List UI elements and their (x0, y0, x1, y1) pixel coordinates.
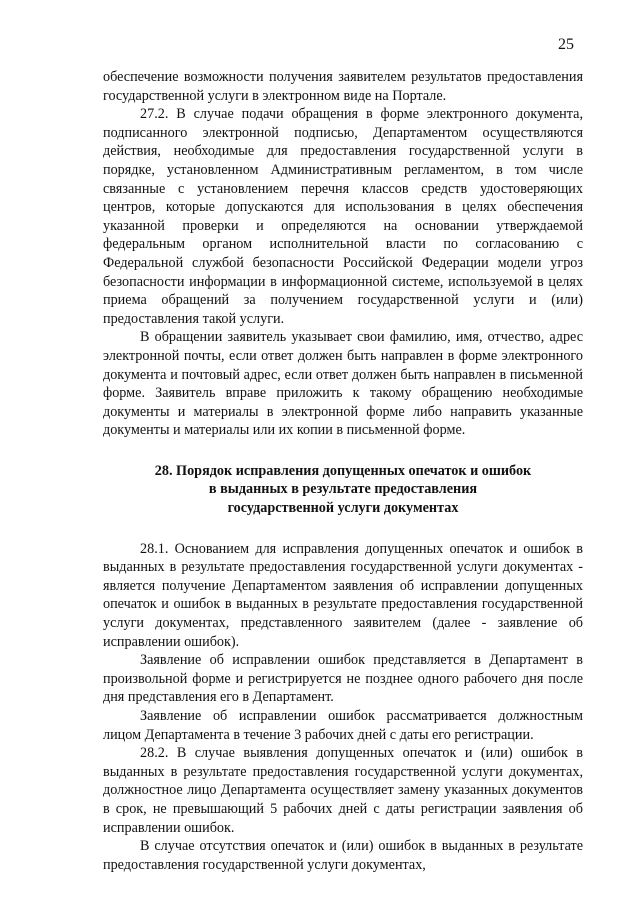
paragraph: 28.2. В случае выявления допущенных опечаток и (или) ошибок в выданных в результате предоставления государственной услуги документах, должностное лицо Департамента осуществляет замену указанных документов в срок, не превышающий 5 рабочих дней с даты регистрации заявления об исправлении ошибок. (103, 745, 583, 836)
paragraph: 27.2. В случае подачи обращения в форме электронного документа, подписанного электронной подписью, Департаментом осуществляются действия, необходимые для предоставления государственной услуги в порядке, установленном Административным регламентом, в том числе связанные с установлением перечня классов средств удостоверяющих центров, которые допускаются для использования в целях обеспечения указанной проверки и определяются на основании утверждаемой федеральным органом исполнительной власти по согласованию с Федеральной службой безопасности Российской Федерации модели угроз безопасности информации в информационной системе, используемой в целях приема обращений за получением государственной услуги и (или) предоставления такой услуги. (103, 106, 583, 327)
section-heading (103, 462, 583, 518)
heading-line: государственной услуги документах (227, 500, 459, 517)
paragraph: Заявление об исправлении ошибок рассматривается должностным лицом Департамента в течение 3 рабочих дней с даты его регистрации. (103, 708, 583, 743)
paragraph: обеспечение возможности получения заявителем результатов предоставления государственной услуги в электронном виде на Портале. (103, 69, 583, 104)
paragraph: В случае отсутствия опечаток и (или) ошибок в выданных в результате предоставления государственной услуги документах, (103, 838, 583, 873)
heading-line: 28. Порядок исправления допущенных опечаток и ошибок (154, 462, 532, 479)
paragraph: Заявление об исправлении ошибок представляется в Департамент в произвольной форме и регистрируется не позднее одного рабочего дня после дня представления его в Департамент. (103, 652, 583, 706)
page-number: 25 (558, 36, 574, 53)
paragraph: В обращении заявитель указывает свои фамилию, имя, отчество, адрес электронной почты, если ответ должен быть направлен в форме электронного документа и почтовый адрес, если ответ должен быть направлен в письменной форме. Заявитель вправе приложить к такому обращению необходимые документы и материалы в электронной форме либо направить указанные документы и материалы или их копии в письменной форме. (103, 329, 583, 439)
paragraph: 28.1. Основанием для исправления допущенных опечаток и ошибок в выданных в результате предоставления государственной услуги документах - является получение Департаментом заявления об исправлении допущенных опечаток и ошибок в выданных в результате предоставления государственной услуги документах, представленного заявителем (далее - заявление об исправлении ошибок). (103, 540, 583, 650)
document-body (103, 68, 583, 874)
heading-line: в выданных в результате предоставления (208, 481, 478, 498)
